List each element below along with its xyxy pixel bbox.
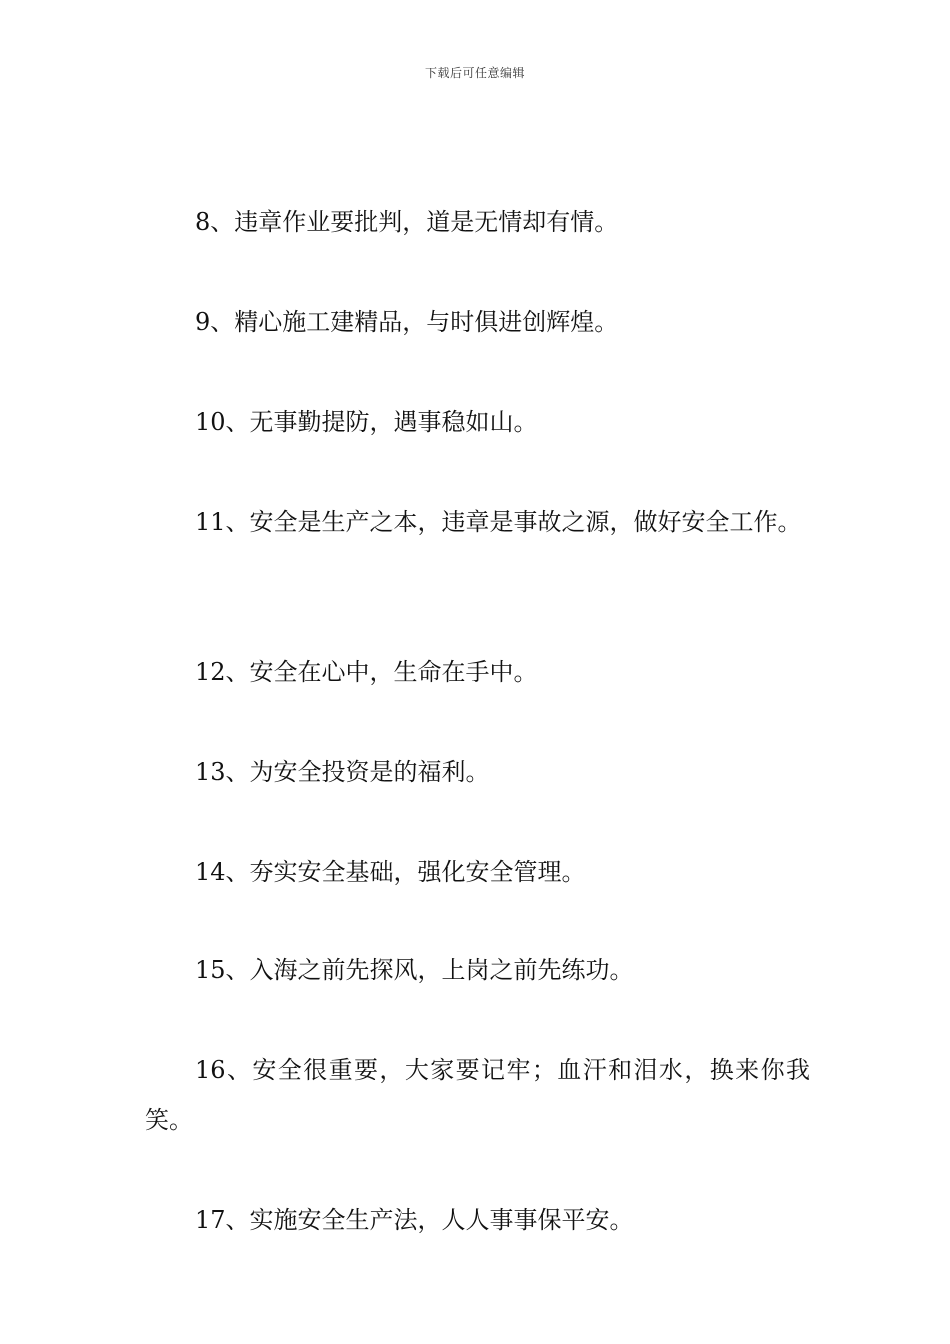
slogan-item: 14、夯实安全基础，强化安全管理。 (195, 858, 586, 886)
slogan-item: 16、安全很重要，大家要记牢；血汗和泪水，换来你我笑。 (145, 1056, 810, 1134)
slogan-item: 10、无事勤提防，遇事稳如山。 (195, 408, 538, 436)
slogan-item: 12、安全在心中，生命在手中。 (195, 658, 538, 686)
slogan-item: 8、违章作业要批判，道是无情却有情。 (195, 208, 619, 236)
slogan-item: 9、精心施工建精品，与时俱进创辉煌。 (195, 308, 619, 336)
slogan-item: 17、实施安全生产法，人人事事保平安。 (195, 1206, 634, 1234)
slogan-item: 13、为安全投资是的福利。 (195, 758, 490, 786)
slogan-item: 15、入海之前先探风，上岗之前先练功。 (195, 956, 634, 984)
slogan-item: 11、安全是生产之本，违章是事故之源，做好安全工作。 (195, 508, 802, 536)
page-header: 下载后可任意编辑 (424, 66, 525, 80)
